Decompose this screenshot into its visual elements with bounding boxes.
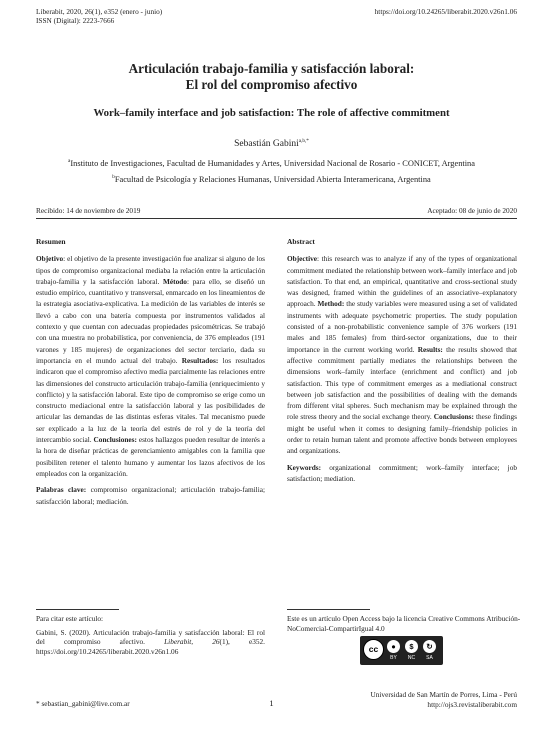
running-header-left [36, 7, 162, 26]
affiliation-b-text: Facultad de Psicología y Relaciones Humanas, Universidad Abierta Interamericana, Argentina [114, 174, 431, 184]
abstract-body [287, 253, 517, 456]
abstract-keywords-text: organizational commitment; work–family interface; job satisfaction; mediation. [287, 462, 517, 483]
english-title: Work–family interface and job satisfaction: The role of affective commitment [93, 107, 450, 119]
resumen-body [36, 253, 265, 479]
resumen-keywords-text: compromiso organizacional; articulación trabajo-familia; satisfacción laboral; mediación. [36, 485, 265, 506]
article-title [0, 61, 543, 93]
citation-text [36, 628, 265, 657]
abstract-objective-text: : this research was to analyze if any of the types of organizational commitment mediated the relationship between work–family interface and job satisfaction. To that end, an empirical, quantitative and cross-sectional study was designed, framed within the guidelines of an associative–explanatory approach. [287, 254, 517, 309]
abstract-method-label: Method: [317, 299, 345, 309]
resumen-resultados-text: los resultados indicaron que el compromiso afectivo media parcialmente las relaciones entre las dimensiones del constructo articulación trabajo-familia (enriquecimiento y conflicto) y la satisfacción laboral. Este tipo de compromiso se erige como un constructo mediacional entre la satisfacción laboral y las posibilidades de articular las demandas de las distintas esferas vitales. Tal mecanismo puede ser explicado a la luz de la teoría del estrés de rol y de la teoría del intercambio social. [36, 355, 265, 445]
received-date: Recibido: 14 de noviembre de 2019 [36, 206, 141, 215]
resumen-section [36, 236, 265, 507]
abstract-keywords [287, 462, 517, 485]
title-line-2: El rol del compromiso afectivo [185, 77, 358, 92]
journal-line: Liberabit, 2020, 26(1), e352 (enero - junio) [36, 7, 163, 16]
header-divider [36, 218, 517, 219]
resumen-conclusiones-label: Conclusiones: [93, 435, 137, 445]
citation-divider [36, 609, 119, 610]
resumen-keywords [36, 484, 265, 507]
doi-link[interactable]: https://doi.org/10.24265/liberabit.2020.v26n1.06 [374, 7, 517, 16]
abstract-results-text: the results showed that affective commitment partially mediates the relationships between the dimensions work–family interface (enrichment and conflict) and job satisfaction. This type of commitment emerges as a mediational construct between job satisfaction and the possibilities of dealing with the demands from different vital spheres. Such mechanism may be explained through the role stress theory and the social exchange theory. [287, 344, 518, 422]
license-text: Este es un artículo Open Access bajo la licencia Creative Commons Atribución-NoComercial-CompartirIgual 4.0 [287, 614, 521, 633]
author-marks: a,b,* [298, 138, 309, 144]
corresponding-email[interactable]: * sebastian_gabini@live.com.ar [36, 699, 130, 708]
resumen-heading: Resumen [36, 237, 66, 246]
affiliation-a-text: Instituto de Investigaciones, Facultad de Humanidades y Artes, Universidad Nacional de Rosario - CONICET, Argentina [70, 158, 475, 168]
abstract-method-text: the study variables were measured using a set of validated instruments with adequate psychometric properties. The study population consisted of a non-probabilistic convenience sample of 376 workers (191 males and 185 females) from third-sector organizations, due to their importance in the current working world. [287, 299, 518, 354]
license-divider [287, 609, 370, 610]
accepted-date: Aceptado: 08 de junio de 2020 [427, 206, 517, 215]
by-label: BY [390, 655, 397, 661]
citation-label: Para citar este artículo: [36, 614, 104, 623]
sa-sharealike-icon: ↻ [423, 640, 436, 653]
abstract-results-label: Results: [417, 344, 443, 354]
citation-text-b: (1), e352. https://doi.org/10.24265/liberabit.2020.v26n1.06 [36, 637, 265, 656]
journal-site-link[interactable]: http://ojs3.revistaliberabit.com [427, 699, 517, 709]
resumen-metodo-text: : para ello, se diseñó un estudio empírico, cuantitativo y transversal, enmarcado en los lineamientos de la estrategia asociativa-explicativa. La medición de las variables de interés se llevó a cabo con una batería compuesta por instrumentos validados al contexto y que cuentan con adecuadas propiedades psicométricas. Se trabajó con una muestra no probabilística, por conveniencia, de 376 empleados (191 varones y 185 mujeres) de organizaciones del sector terciario, dada su importancia en el mundo actual del trabajo. [36, 276, 265, 365]
resumen-resultados-label: Resultados: [181, 355, 219, 365]
affiliation-a [0, 158, 543, 168]
citation-journal: Liberabit, 26 [164, 637, 220, 647]
publisher-info [370, 690, 517, 709]
affiliation-a-mark: a [68, 158, 71, 164]
abstract-keywords-label: Keywords: [287, 462, 322, 472]
resumen-metodo-label: Método [163, 276, 187, 286]
resumen-objetivo-label: Objetivo [36, 254, 64, 264]
issn-line: ISSN (Digital): 2223-7666 [36, 16, 115, 26]
resumen-keywords-label: Palabras clave: [36, 485, 87, 495]
nc-noncommercial-icon: $ [405, 640, 418, 653]
citation-block [36, 614, 265, 656]
affiliation-b [0, 174, 543, 184]
abstract-conclusions-label: Conclusions: [433, 412, 474, 422]
citation-text-a: Gabini, S. (2020). Articulación trabajo-familia y satisfacción laboral: El rol del compromiso afectivo. [36, 627, 265, 647]
cc-logo-icon: cc [363, 639, 384, 660]
abstract-objective-label: Objective [287, 254, 317, 264]
page-number: 1 [269, 698, 274, 708]
resumen-objetivo-text: : el objetivo de la presente investigación fue analizar si alguno de los tipos de compromiso organizacional mediaba la relación entre la articulación trabajo-familia y la satisfacción laboral. [36, 254, 265, 286]
nc-label: NC [407, 655, 416, 661]
resumen-conclusiones-text: estos hallazgos pueden resultar de interés a la hora de diseñar prácticas de gerenciamiento amigables con la familia que posibiliten retener el talento humano y aumentar los lazos afectivos de los empleados con la organización. [36, 435, 265, 478]
title-line-1: Articulación trabajo-familia y satisfacción laboral: [128, 61, 415, 76]
cc-license-badge[interactable] [360, 636, 443, 665]
affiliation-b-mark: b [112, 174, 115, 180]
abstract-conclusions-text: these findings might be useful when it comes to designing family–friendship policies in order to retain human talent and promote affective bonds between employees and organizations. [287, 412, 517, 456]
abstract-section [287, 236, 517, 484]
abstract-heading: Abstract [287, 237, 315, 246]
by-attribution-icon: ● [387, 640, 400, 653]
sa-label: SA [426, 655, 433, 661]
author-line [0, 138, 543, 149]
author-name: Sebastián Gabini [234, 139, 299, 150]
university-name: Universidad de San Martín de Porres, Lima - Perú [370, 690, 517, 699]
